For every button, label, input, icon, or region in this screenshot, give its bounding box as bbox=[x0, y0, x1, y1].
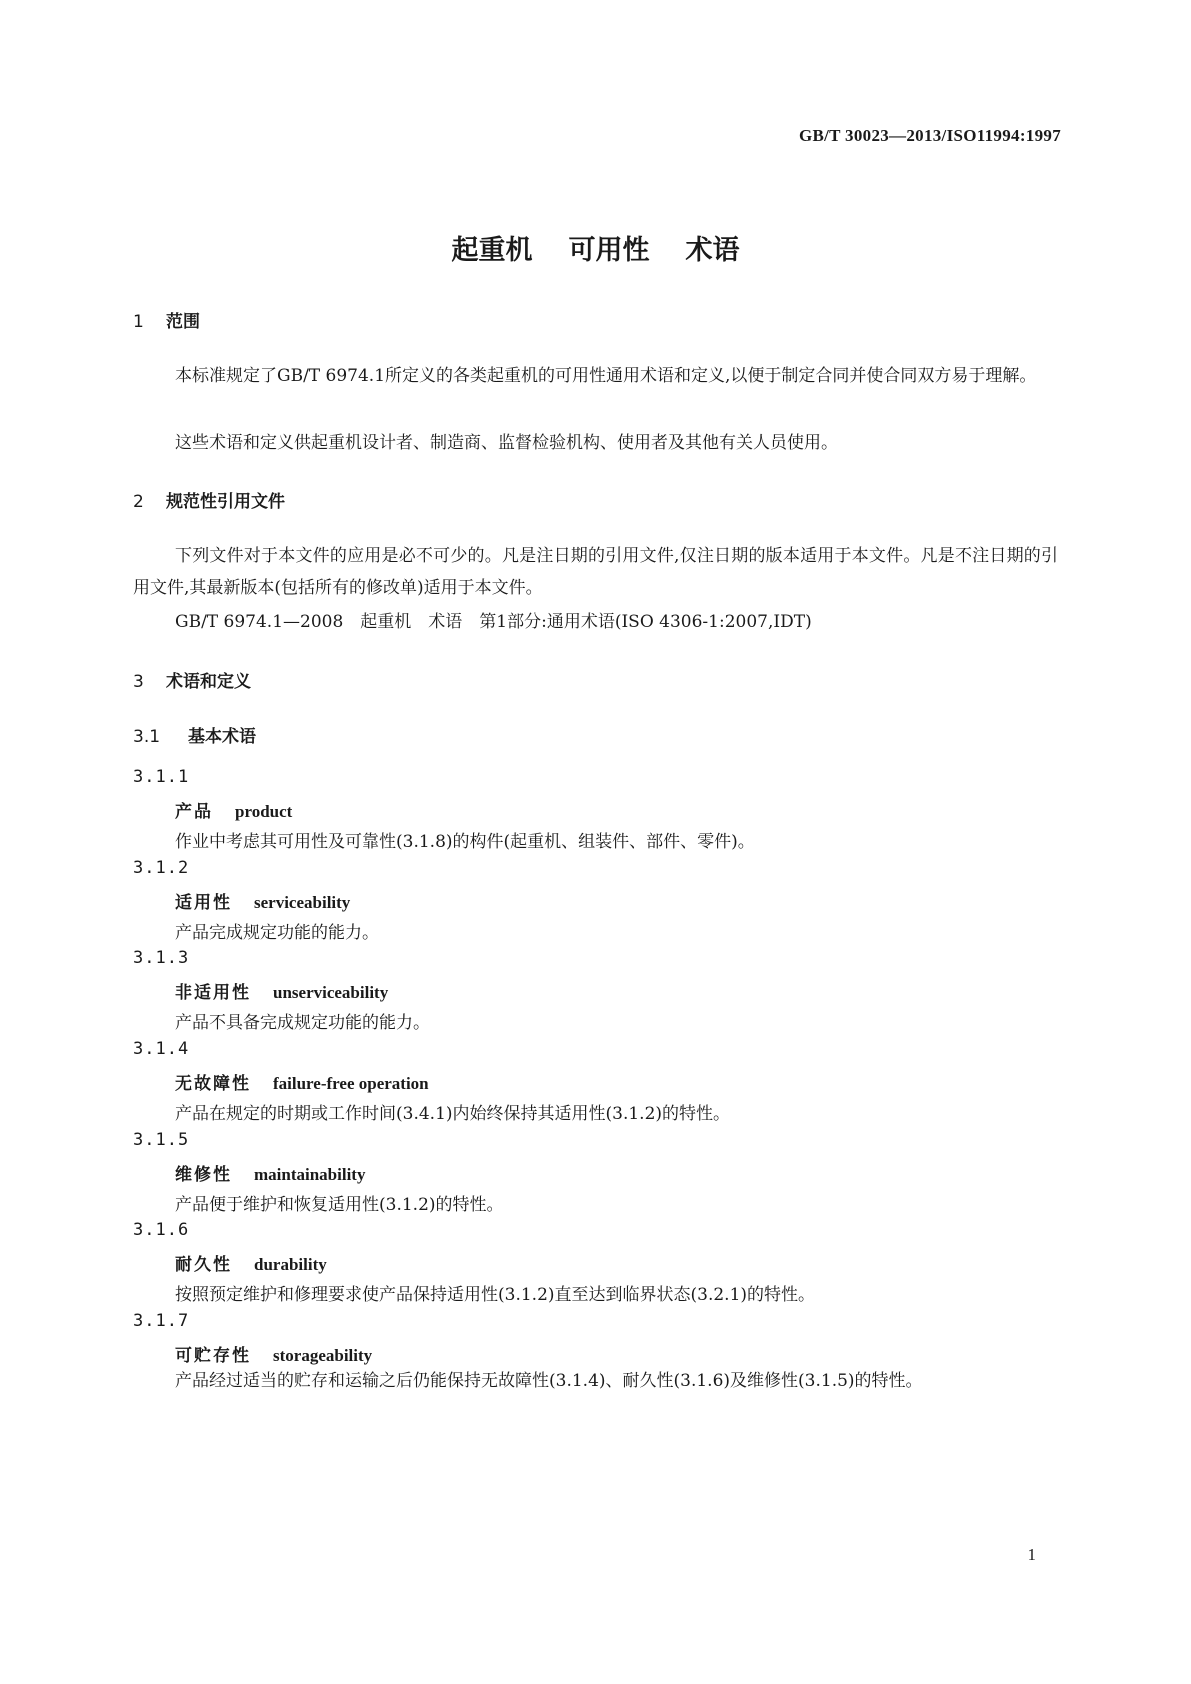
term-definition: 按照预定维护和修理要求使产品保持适用性(3.1.2)直至达到临界状态(3.2.1)的特性。 bbox=[175, 1285, 816, 1305]
term-en: serviceability bbox=[254, 893, 351, 912]
term-number: 3.1.4 bbox=[133, 1039, 190, 1059]
title-part-availability: 可用性 bbox=[568, 235, 650, 266]
term-zh: 非适用性 bbox=[175, 983, 251, 1003]
section-title: 规范性引用文件 bbox=[166, 492, 285, 512]
section-title: 术语和定义 bbox=[166, 672, 251, 692]
term-zh: 可贮存性 bbox=[175, 1346, 251, 1366]
subsection-3-1-heading bbox=[133, 722, 256, 747]
term-entry bbox=[175, 797, 292, 822]
term-en: failure-free operation bbox=[273, 1074, 429, 1093]
term-definition: 产品经过适当的贮存和运输之后仍能保持无故障性(3.1.4)、耐久性(3.1.6)及维修性(3.1.5)的特性。 bbox=[175, 1371, 923, 1391]
term-en: unserviceability bbox=[273, 983, 389, 1002]
section-number: 1 bbox=[133, 312, 144, 332]
page-title bbox=[0, 228, 1191, 267]
term-number: 3.1.3 bbox=[133, 948, 190, 968]
section-3-heading bbox=[133, 667, 251, 692]
term-definition: 产品不具备完成规定功能的能力。 bbox=[175, 1013, 430, 1033]
term-number: 3.1.7 bbox=[133, 1311, 190, 1331]
term-zh: 维修性 bbox=[175, 1165, 232, 1185]
title-part-vocabulary: 术语 bbox=[685, 235, 740, 266]
section-2-paragraph-1: 下列文件对于本文件的应用是必不可少的。凡是注日期的引用文件,仅注日期的版本适用于本文件。凡是不注日期的引用文件,其最新版本(包括所有的修改单)适用于本文件。 bbox=[133, 546, 1058, 598]
term-number: 3.1.6 bbox=[133, 1220, 190, 1240]
term-zh: 适用性 bbox=[175, 893, 232, 913]
term-entry bbox=[175, 1341, 372, 1366]
section-1-paragraph-2: 这些术语和定义供起重机设计者、制造商、监督检验机构、使用者及其他有关人员使用。 bbox=[175, 433, 838, 453]
term-zh: 耐久性 bbox=[175, 1255, 232, 1275]
term-en: storageability bbox=[273, 1346, 373, 1365]
term-number: 3.1.5 bbox=[133, 1130, 190, 1150]
term-number: 3.1.2 bbox=[133, 858, 190, 878]
term-number: 3.1.1 bbox=[133, 767, 190, 787]
section-number: 3 bbox=[133, 672, 144, 692]
section-1-paragraph-1: 本标准规定了GB/T 6974.1所定义的各类起重机的可用性通用术语和定义,以便于制定合同并使合同双方易于理解。 bbox=[175, 366, 1037, 386]
page-number: 1 bbox=[1027, 1545, 1036, 1564]
standard-code: GB/T 30023—2013/ISO11994:1997 bbox=[798, 126, 1061, 145]
title-part-crane: 起重机 bbox=[451, 235, 533, 266]
section-2-heading bbox=[133, 487, 285, 512]
term-entry bbox=[175, 1069, 429, 1094]
term-entry bbox=[175, 888, 350, 913]
section-number: 2 bbox=[133, 492, 144, 512]
subsection-title: 基本术语 bbox=[188, 727, 256, 747]
term-en: product bbox=[235, 802, 293, 821]
normative-reference: GB/T 6974.1—2008 起重机 术语 第1部分:通用术语(ISO 4306-1:2007,IDT) bbox=[175, 612, 812, 632]
term-entry bbox=[175, 1160, 365, 1185]
term-definition: 作业中考虑其可用性及可靠性(3.1.8)的构件(起重机、组装件、部件、零件)。 bbox=[175, 832, 755, 852]
term-entry bbox=[175, 978, 388, 1003]
subsection-number: 3.1 bbox=[133, 727, 161, 747]
term-zh: 无故障性 bbox=[175, 1074, 251, 1094]
term-definition: 产品完成规定功能的能力。 bbox=[175, 923, 379, 943]
term-entry bbox=[175, 1250, 327, 1275]
term-en: maintainability bbox=[254, 1165, 366, 1184]
term-en: durability bbox=[254, 1255, 327, 1274]
section-1-heading bbox=[133, 307, 200, 332]
term-definition: 产品便于维护和恢复适用性(3.1.2)的特性。 bbox=[175, 1195, 504, 1215]
term-zh: 产品 bbox=[175, 802, 213, 822]
section-title: 范围 bbox=[166, 312, 200, 332]
term-definition: 产品在规定的时期或工作时间(3.4.1)内始终保持其适用性(3.1.2)的特性。 bbox=[175, 1104, 731, 1124]
